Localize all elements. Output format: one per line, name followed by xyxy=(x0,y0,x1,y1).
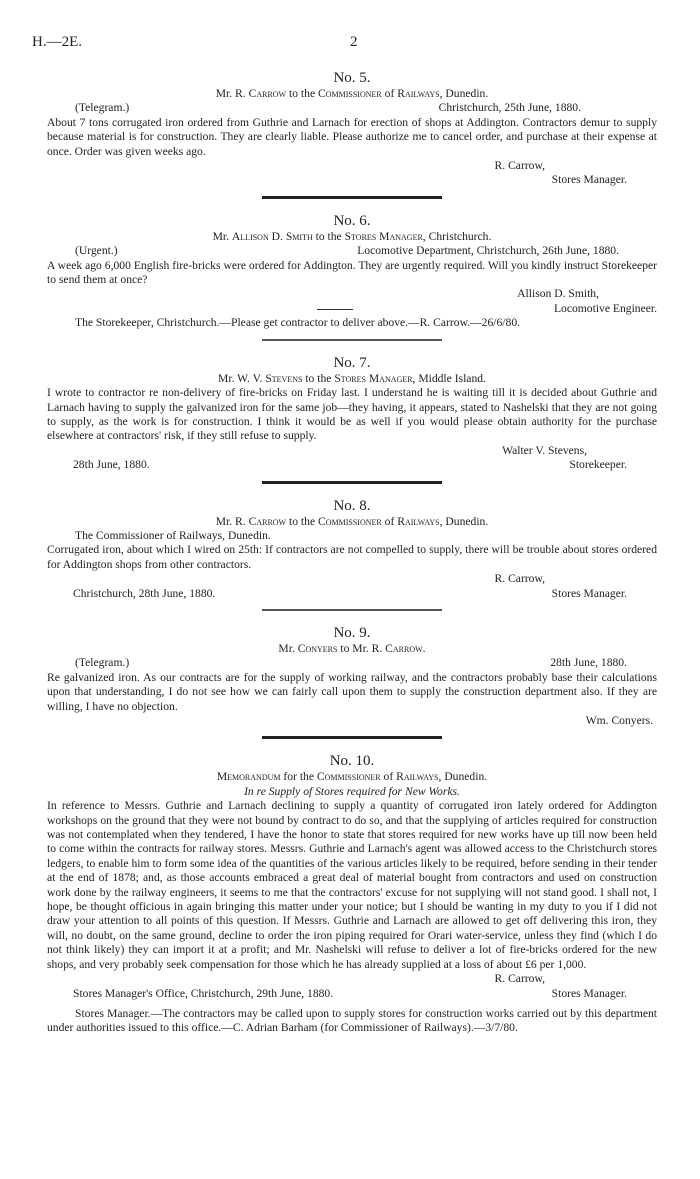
letter-date: Christchurch, 28th June, 1880. xyxy=(73,586,216,600)
letter-number: No. 6. xyxy=(333,212,371,229)
letter-date: 28th June, 1880. xyxy=(550,656,627,670)
minute-note: Stores Manager.—The contractors may be called upon to supply stores for construction works carried out by this department under authorities issued to this office.—C. Adrian Barham (for Commissioner of Railways).—3/7/80. xyxy=(47,1006,657,1035)
letter-body: I wrote to contractor re non-delivery of fire-bricks on Friday last. I understand he is waiting till it is decided about Guthrie and Larnach having to supply the galvanized iron for the same job—they having, it appears, stated to Nashelski that they are not going to supply, as the work is for construction. I think it would be as well if you would please obtain authority for the purchase elsewhere at contractors' risk, if they still refuse to supply. xyxy=(47,386,657,443)
letter-date: Locomotive Department, Christchurch, 26th June, 1880. xyxy=(357,244,619,258)
letter-body: Re galvanized iron. As our contracts are for the supply of working railway, and the contractors probably base their calculations upon that understanding, I do not see how we can fairly call upon them to supply the construction department also. If they are willing, I have no objection. xyxy=(47,670,657,713)
title-part: Memorandum xyxy=(216,770,281,784)
section-divider xyxy=(262,609,442,611)
title-part: Mr. xyxy=(212,229,232,243)
signature-name: Wm. Conyers. xyxy=(585,714,653,727)
signature-row xyxy=(47,302,657,316)
minute-note: The Storekeeper, Christchurch.—Please get contractor to deliver above.—R. Carrow.—26/6/80. xyxy=(75,316,521,330)
title-part: Stevens xyxy=(265,371,303,385)
letter-title xyxy=(47,770,657,784)
title-part: Commissioner xyxy=(316,770,381,784)
title-part: , Dunedin. xyxy=(439,87,489,100)
letter-no-6 xyxy=(47,213,657,331)
letter-number: No. 10. xyxy=(329,753,375,770)
section-divider xyxy=(262,196,442,199)
letter-title xyxy=(47,515,657,529)
section-divider xyxy=(262,481,442,484)
title-part: Mr. xyxy=(278,641,298,655)
letter-number: No. 7. xyxy=(333,354,371,371)
letter-number: No. 8. xyxy=(333,497,371,514)
title-part: Railways xyxy=(397,514,440,528)
section-divider xyxy=(262,339,442,341)
letter-no-5 xyxy=(47,70,657,188)
title-part: of xyxy=(381,514,398,528)
title-part: Carrow xyxy=(385,641,423,655)
section-divider xyxy=(262,736,442,739)
letter-body: About 7 tons corrugated iron ordered from Guthrie and Larnach for erection of shops at Addington. Contractors demur to supply because material is for construction. They are clearly liable. Please authorize me to cancel order, and purchase at their expense at once. Order was given weeks ago. xyxy=(47,115,657,158)
title-part: to the xyxy=(312,229,345,243)
letter-kind: (Telegram.) xyxy=(75,101,130,115)
letter-body: Corrugated iron, about which I wired on 25th: If contractors are not compelled to supply, there will be trouble about stores ordered for Addington shops from other contractors. xyxy=(47,543,657,571)
signature-name: R. Carrow, xyxy=(494,159,545,173)
letter-subtitle: In re Supply of Stores required for New Works. xyxy=(244,784,460,798)
signature-title: Stores Manager. xyxy=(551,986,627,1000)
title-part: to the xyxy=(286,514,318,528)
letter-no-7 xyxy=(47,355,657,473)
title-part: to the xyxy=(302,371,335,385)
letter-no-9 xyxy=(47,625,657,728)
title-part: , Dunedin. xyxy=(438,770,488,784)
letter-number: No. 5. xyxy=(333,70,371,86)
letter-meta xyxy=(47,656,657,670)
title-part: Mr. W. V. xyxy=(218,371,266,385)
signature-row xyxy=(47,987,657,1001)
title-part: , Middle Island. xyxy=(412,371,486,385)
title-part: Commissioner xyxy=(318,514,382,528)
title-part: , Christchurch. xyxy=(422,229,492,243)
short-rule xyxy=(47,302,353,316)
title-part: , Dunedin. xyxy=(439,514,489,528)
letter-date: 28th June, 1880. xyxy=(73,458,150,472)
letter-title xyxy=(47,87,657,101)
title-part: Commissioner xyxy=(318,87,382,100)
document-body xyxy=(47,70,657,1036)
letter-kind: (Telegram.) xyxy=(75,656,130,670)
letter-addressee: The Commissioner of Railways, Dunedin. xyxy=(75,528,271,542)
title-part: Stores Manager xyxy=(334,371,413,385)
signature-row xyxy=(47,458,657,472)
title-part: Railways xyxy=(396,770,439,784)
title-part: for the xyxy=(280,770,317,784)
letter-date: Christchurch, 25th June, 1880. xyxy=(438,101,581,115)
letter-meta xyxy=(47,244,657,258)
signature-title: Locomotive Engineer. xyxy=(553,301,657,315)
letter-number: No. 9. xyxy=(333,624,371,641)
letter-no-10 xyxy=(47,753,657,1035)
paper-reference: H.—2E. xyxy=(32,34,82,50)
title-part: Mr. R. xyxy=(215,87,249,100)
title-part: Railways xyxy=(397,87,440,100)
letter-body: A week ago 6,000 English fire-bricks were ordered for Addington. They are urgently required. Will you kindly instruct Storekeeper to send them at once? xyxy=(47,258,657,287)
signature-name: Walter V. Stevens, xyxy=(502,443,587,457)
letter-title xyxy=(47,642,657,656)
signature-title: Stores Manager. xyxy=(551,173,627,187)
title-part: Carrow xyxy=(248,87,287,100)
title-part: of xyxy=(381,87,398,100)
letter-meta xyxy=(47,101,657,115)
title-part: Mr. R. xyxy=(215,514,249,528)
letter-no-8 xyxy=(47,498,657,601)
title-part: of xyxy=(380,770,397,784)
letter-title xyxy=(47,230,657,244)
letter-date: Stores Manager's Office, Christchurch, 29th June, 1880. xyxy=(73,986,334,1000)
letter-title xyxy=(47,372,657,386)
signature-title: Storekeeper. xyxy=(569,458,627,472)
title-part: Smith xyxy=(285,229,313,243)
title-part: Carrow xyxy=(248,514,287,528)
title-part: Allison xyxy=(231,229,269,243)
title-part: D. xyxy=(268,229,286,243)
title-part: to Mr. R. xyxy=(337,641,386,655)
letter-kind: (Urgent.) xyxy=(75,244,118,258)
signature-name: Allison D. Smith, xyxy=(517,287,599,301)
signature-name: R. Carrow, xyxy=(494,572,545,586)
signature-title: Stores Manager. xyxy=(551,586,627,600)
title-part: . xyxy=(422,641,426,655)
title-part: Stores Manager xyxy=(344,229,423,243)
signature-name: R. Carrow, xyxy=(494,972,545,986)
title-part: Conyers xyxy=(297,641,338,655)
signature-row xyxy=(47,587,657,601)
title-part: to the xyxy=(286,87,318,100)
page-number: 2 xyxy=(350,34,358,50)
letter-body: In reference to Messrs. Guthrie and Larnach declining to supply a quantity of corrugated iron lately ordered for Addington workshops on the ground that they were not bound by contract to do so, and that the supplying of articles required for construction was not contemplated when they tendered, I have the honor to state that stores required for new works have up till now been held to come within the contracts for railway stores. Messrs. Guthrie and Larnach's agent was allowed access to the Christchurch stores ledgers, to enable him to form some idea of the quantities of the various articles likely to be required, before sending in their tender at the end of 1878; and, as those accounts embraced a great deal of material bought from contractors and used on construction work done by the railway engineers, it seems to me that the contractors' excuse for not supplying will not stand good. I shall not, I hope, be thought officious in again bringing this matter under your notice; but I should be wanting in my duty to you if I did not draw your attention to all points of this question. If Messrs. Guthrie and Larnach are allowed to get off delivering this iron, they will, no doubt, on the same ground, decline to order the iron piping required for Orari water-service, unless they find (which I do not think likely) they can import it at a profit; and Mr. Nashelski will refuse to deliver a lot of fire-bricks ordered for the new shops, and very probably seek compensation for those which he has already supplied at a loss of about £6 per 1,000. xyxy=(47,799,657,971)
